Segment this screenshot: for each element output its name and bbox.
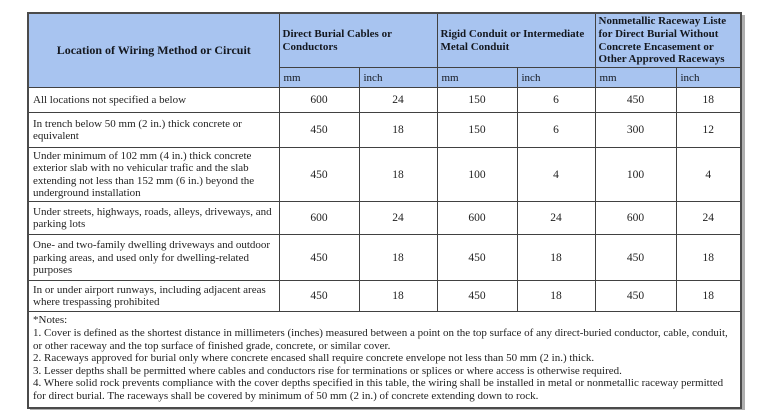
row-value: 450 [279,148,359,202]
row-value: 18 [676,88,741,113]
unit-header-mm: mm [437,68,517,88]
row-value: 100 [437,148,517,202]
row-value: 150 [437,113,517,148]
row-value: 450 [279,235,359,281]
unit-header-mm: mm [595,68,676,88]
unit-header-inch: inch [517,68,595,88]
note-3: 3. Lesser depths shall be permitted where cables and conductors rise for terminations or splices or where access is otherwise required. [33,364,622,377]
unit-header-inch: inch [676,68,741,88]
row-value: 18 [517,235,595,281]
row-value: 450 [279,281,359,312]
row-value: 12 [676,113,741,148]
unit-header-inch: inch [359,68,437,88]
row-value: 6 [517,113,595,148]
row-value: 450 [595,88,676,113]
row-value: 450 [437,281,517,312]
notes-cell [28,312,741,408]
row-value: 24 [359,88,437,113]
row-value: 18 [359,148,437,202]
row-value: 150 [437,88,517,113]
row-location: In or under airport runways, including adjacent areas where trespassing prohibited [28,281,279,312]
row-value: 24 [517,202,595,235]
table-row [28,202,741,235]
column-header-nonmetallic-raceway: Nonmetallic Raceway Liste for Direct Burial Without Concrete Encasement or Other Approved Raceways [595,13,741,68]
column-header-direct-burial: Direct Burial Cables or Conductors [279,13,437,68]
row-value: 18 [676,281,741,312]
note-4: 4. Where solid rock prevents compliance with the cover depths specified in this table, the wiring shall be installed in metal or nonmetallic raceway permitted for direct burial. The raceways shall be covered by minimum of 50 mm (2 in.) of concrete extending down to rock. [33,377,724,403]
burial-depth-table [27,12,742,409]
row-value: 600 [279,88,359,113]
row-value: 18 [359,235,437,281]
row-value: 4 [517,148,595,202]
row-value: 600 [437,202,517,235]
table-row [28,281,741,312]
row-value: 450 [279,113,359,148]
row-location: One- and two-family dwelling driveways and outdoor parking areas, and used only for dwelling-related purposes [28,235,279,281]
column-header-location: Location of Wiring Method or Circuit [28,13,279,88]
row-value: 24 [359,202,437,235]
row-value: 450 [595,235,676,281]
group-header-row [28,13,741,68]
row-location: All locations not specified a below [28,88,279,113]
table-row [28,235,741,281]
table-row [28,148,741,202]
table-row [28,113,741,148]
note-2: 2. Raceways approved for burial only where concrete encased shall require concrete envelope not less than 50 mm (2 in.) thick. [33,352,595,365]
row-value: 600 [279,202,359,235]
note-1: 1. Cover is defined as the shortest distance in millimeters (inches) measured between a point on the top surface of any direct-buried conductor, cable, conduit, or other raceway and the top surface of finished grade, concrete, or similar cover. [33,326,728,352]
table-row [28,88,741,113]
row-value: 300 [595,113,676,148]
row-value: 450 [437,235,517,281]
row-value: 6 [517,88,595,113]
row-value: 18 [359,281,437,312]
notes-title: *Notes: [33,314,68,327]
row-location: Under streets, highways, roads, alleys, driveways, and parking lots [28,202,279,235]
row-value: 4 [676,148,741,202]
unit-header-mm: mm [279,68,359,88]
row-value: 18 [517,281,595,312]
row-value: 450 [595,281,676,312]
row-value: 24 [676,202,741,235]
notes-row [28,312,741,408]
row-value: 18 [676,235,741,281]
row-value: 18 [359,113,437,148]
row-location: Under minimum of 102 mm (4 in.) thick concrete exterior slab with no vehicular trafic and the slab extending not less than 152 mm (6 in.) beyond the underground installation [28,148,279,202]
row-value: 600 [595,202,676,235]
column-header-rigid-conduit: Rigid Conduit or Intermediate Metal Conduit [437,13,595,68]
row-location: In trench below 50 mm (2 in.) thick concrete or equivalent [28,113,279,148]
row-value: 100 [595,148,676,202]
